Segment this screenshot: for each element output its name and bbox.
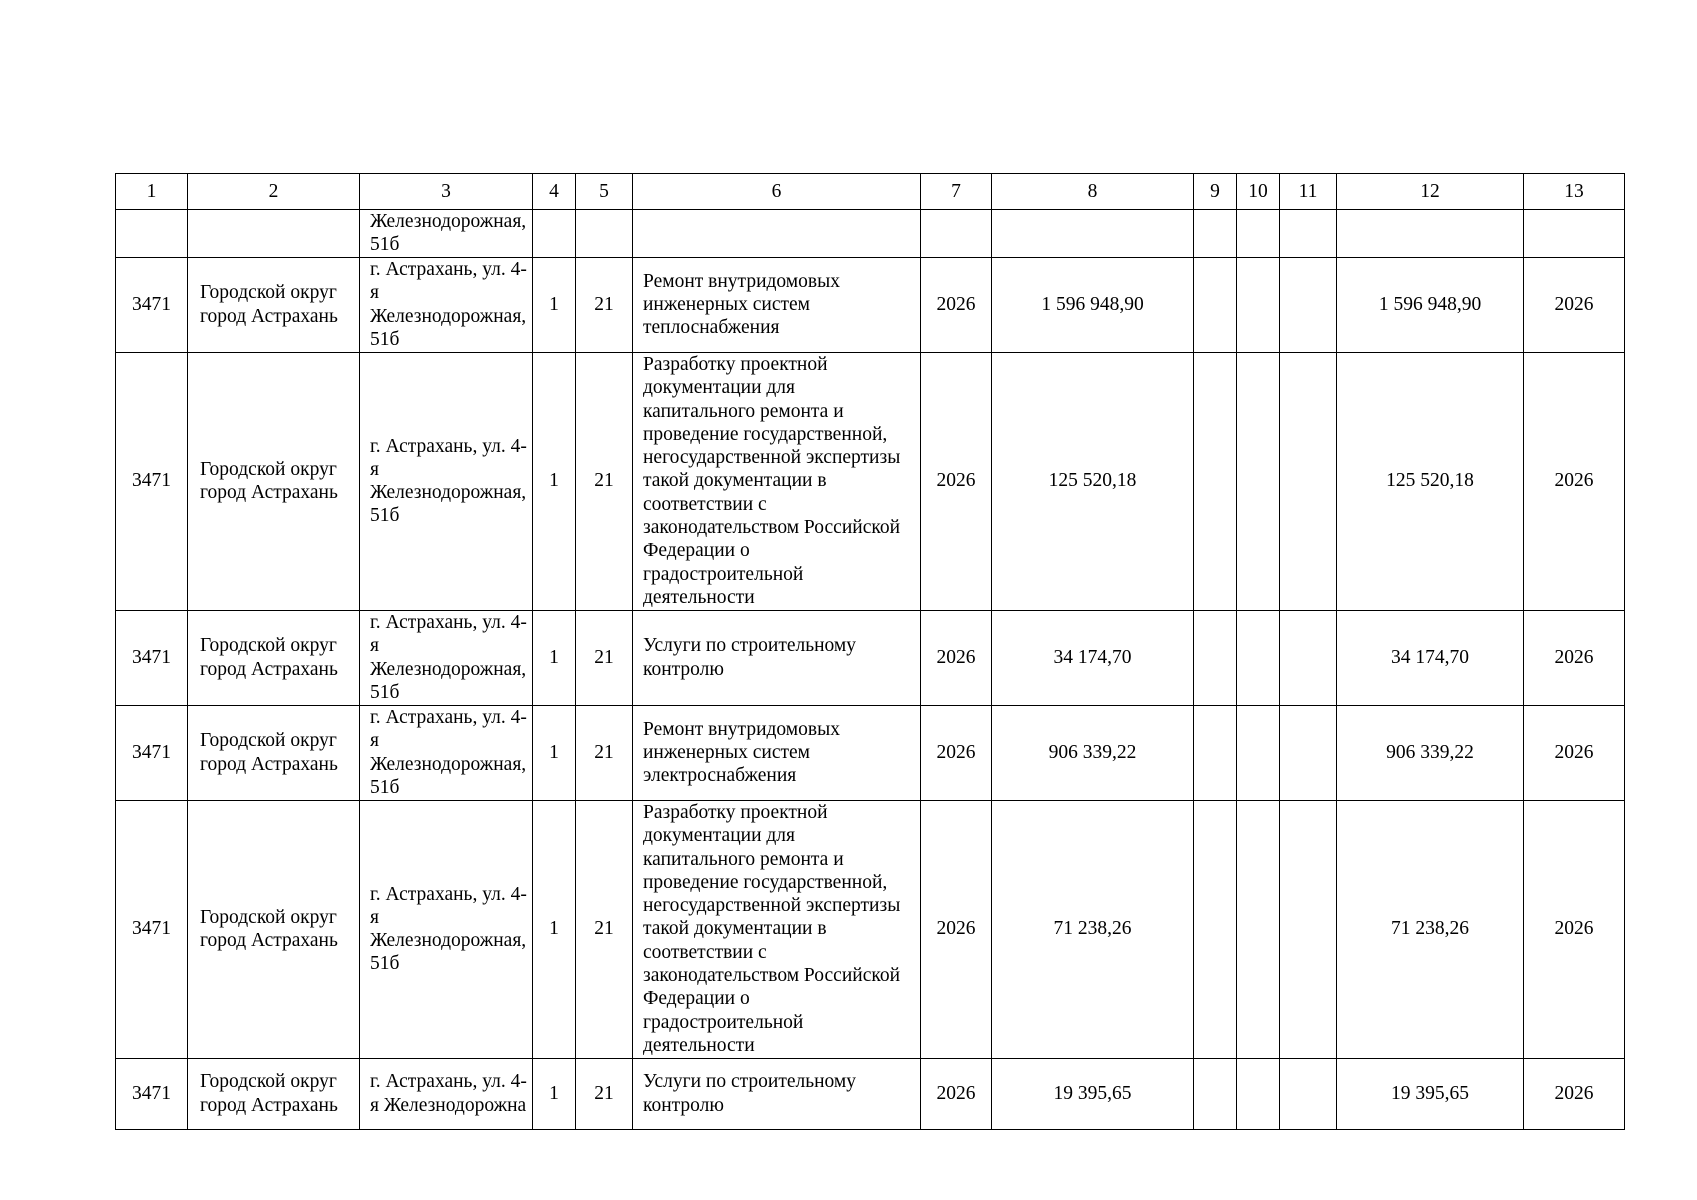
c11-cell [1280, 1058, 1337, 1129]
c10-cell [1237, 610, 1280, 705]
cell-empty [1337, 210, 1524, 258]
cell-empty [921, 210, 992, 258]
c12-cell: 34 174,70 [1337, 610, 1524, 705]
num-cell: 3471 [116, 257, 188, 352]
municipality-cell: Городской округ город Астрахань [188, 352, 360, 610]
cost-cell: 125 520,18 [992, 352, 1194, 610]
column-header: 12 [1337, 174, 1524, 210]
c13-cell: 2026 [1524, 257, 1625, 352]
work-cell: Услуги по строительному контролю [633, 1058, 921, 1129]
c10-cell [1237, 1058, 1280, 1129]
header-row [116, 174, 1625, 210]
num-cell: 3471 [116, 610, 188, 705]
cost-cell: 71 238,26 [992, 800, 1194, 1058]
c9-cell [1194, 705, 1237, 800]
address-cell: г. Астрахань, ул. 4-я Железнодорожная, 51б [360, 800, 533, 1058]
address-cell: г. Астрахань, ул. 4-я Железнодорожная, 51б [360, 352, 533, 610]
column-header: 13 [1524, 174, 1625, 210]
address-cell: г. Астрахань, ул. 4-я Железнодорожная, 51б [360, 257, 533, 352]
year-cell: 2026 [921, 705, 992, 800]
cost-cell: 906 339,22 [992, 705, 1194, 800]
cell-empty [633, 210, 921, 258]
c13-cell: 2026 [1524, 352, 1625, 610]
c13-cell: 2026 [1524, 705, 1625, 800]
c9-cell [1194, 800, 1237, 1058]
table-row [116, 1058, 1625, 1129]
c9-cell [1194, 610, 1237, 705]
c11-cell [1280, 800, 1337, 1058]
work-cell: Ремонт внутридомовых инженерных систем теплоснабжения [633, 257, 921, 352]
work-cell: Услуги по строительному контролю [633, 610, 921, 705]
cell-empty [1524, 210, 1625, 258]
c4-cell: 1 [533, 610, 576, 705]
c10-cell [1237, 705, 1280, 800]
c4-cell: 1 [533, 705, 576, 800]
c9-cell [1194, 257, 1237, 352]
c12-cell: 71 238,26 [1337, 800, 1524, 1058]
c13-cell: 2026 [1524, 800, 1625, 1058]
table-row [116, 610, 1625, 705]
c4-cell: 1 [533, 257, 576, 352]
cell-empty [1194, 210, 1237, 258]
c5-cell: 21 [576, 352, 633, 610]
table-row [116, 352, 1625, 610]
c13-cell: 2026 [1524, 1058, 1625, 1129]
year-cell: 2026 [921, 257, 992, 352]
c12-cell: 19 395,65 [1337, 1058, 1524, 1129]
cell-empty [188, 210, 360, 258]
address-cell: Железнодорожная, 51б [360, 210, 533, 258]
column-header: 8 [992, 174, 1194, 210]
cost-cell: 34 174,70 [992, 610, 1194, 705]
c9-cell [1194, 1058, 1237, 1129]
c9-cell [1194, 352, 1237, 610]
num-cell: 3471 [116, 800, 188, 1058]
num-cell: 3471 [116, 705, 188, 800]
c5-cell: 21 [576, 610, 633, 705]
year-cell: 2026 [921, 1058, 992, 1129]
municipality-cell: Городской округ город Астрахань [188, 800, 360, 1058]
cell-empty [533, 210, 576, 258]
municipality-cell: Городской округ город Астрахань [188, 705, 360, 800]
column-header: 7 [921, 174, 992, 210]
address-cell: г. Астрахань, ул. 4-я Железнодорожная, 51б [360, 705, 533, 800]
municipality-cell: Городской округ город Астрахань [188, 257, 360, 352]
column-header: 1 [116, 174, 188, 210]
column-header: 2 [188, 174, 360, 210]
column-header: 3 [360, 174, 533, 210]
c12-cell: 125 520,18 [1337, 352, 1524, 610]
c11-cell [1280, 705, 1337, 800]
column-header: 10 [1237, 174, 1280, 210]
c5-cell: 21 [576, 705, 633, 800]
c4-cell: 1 [533, 800, 576, 1058]
c12-cell: 1 596 948,90 [1337, 257, 1524, 352]
column-header: 9 [1194, 174, 1237, 210]
column-header: 5 [576, 174, 633, 210]
works-table [115, 173, 1625, 1130]
column-header: 6 [633, 174, 921, 210]
address-cell: г. Астрахань, ул. 4-я Железнодорожна [360, 1058, 533, 1129]
work-cell: Ремонт внутридомовых инженерных систем электроснабжения [633, 705, 921, 800]
cost-cell: 19 395,65 [992, 1058, 1194, 1129]
cell-empty [1280, 210, 1337, 258]
cell-empty [116, 210, 188, 258]
year-cell: 2026 [921, 800, 992, 1058]
cost-cell: 1 596 948,90 [992, 257, 1194, 352]
work-cell: Разработку проектной документации для капитального ремонта и проведение государственной, негосударственной экспертизы такой документации в соответствии с законодательством Российской Федерации о градостроительной деятельности [633, 800, 921, 1058]
column-header: 11 [1280, 174, 1337, 210]
num-cell: 3471 [116, 352, 188, 610]
table-row [116, 800, 1625, 1058]
work-cell: Разработку проектной документации для капитального ремонта и проведение государственной, негосударственной экспертизы такой документации в соответствии с законодательством Российской Федерации о градостроительной деятельности [633, 352, 921, 610]
c5-cell: 21 [576, 800, 633, 1058]
c12-cell: 906 339,22 [1337, 705, 1524, 800]
c10-cell [1237, 352, 1280, 610]
municipality-cell: Городской округ город Астрахань [188, 610, 360, 705]
table-row [116, 257, 1625, 352]
municipality-cell: Городской округ город Астрахань [188, 1058, 360, 1129]
continuation-row [116, 210, 1625, 258]
c10-cell [1237, 257, 1280, 352]
c5-cell: 21 [576, 1058, 633, 1129]
c11-cell [1280, 257, 1337, 352]
cell-empty [1237, 210, 1280, 258]
c13-cell: 2026 [1524, 610, 1625, 705]
year-cell: 2026 [921, 352, 992, 610]
address-cell: г. Астрахань, ул. 4-я Железнодорожная, 51б [360, 610, 533, 705]
c5-cell: 21 [576, 257, 633, 352]
num-cell: 3471 [116, 1058, 188, 1129]
year-cell: 2026 [921, 610, 992, 705]
column-header: 4 [533, 174, 576, 210]
c4-cell: 1 [533, 1058, 576, 1129]
c11-cell [1280, 610, 1337, 705]
c4-cell: 1 [533, 352, 576, 610]
c11-cell [1280, 352, 1337, 610]
cell-empty [576, 210, 633, 258]
cell-empty [992, 210, 1194, 258]
table-row [116, 705, 1625, 800]
c10-cell [1237, 800, 1280, 1058]
